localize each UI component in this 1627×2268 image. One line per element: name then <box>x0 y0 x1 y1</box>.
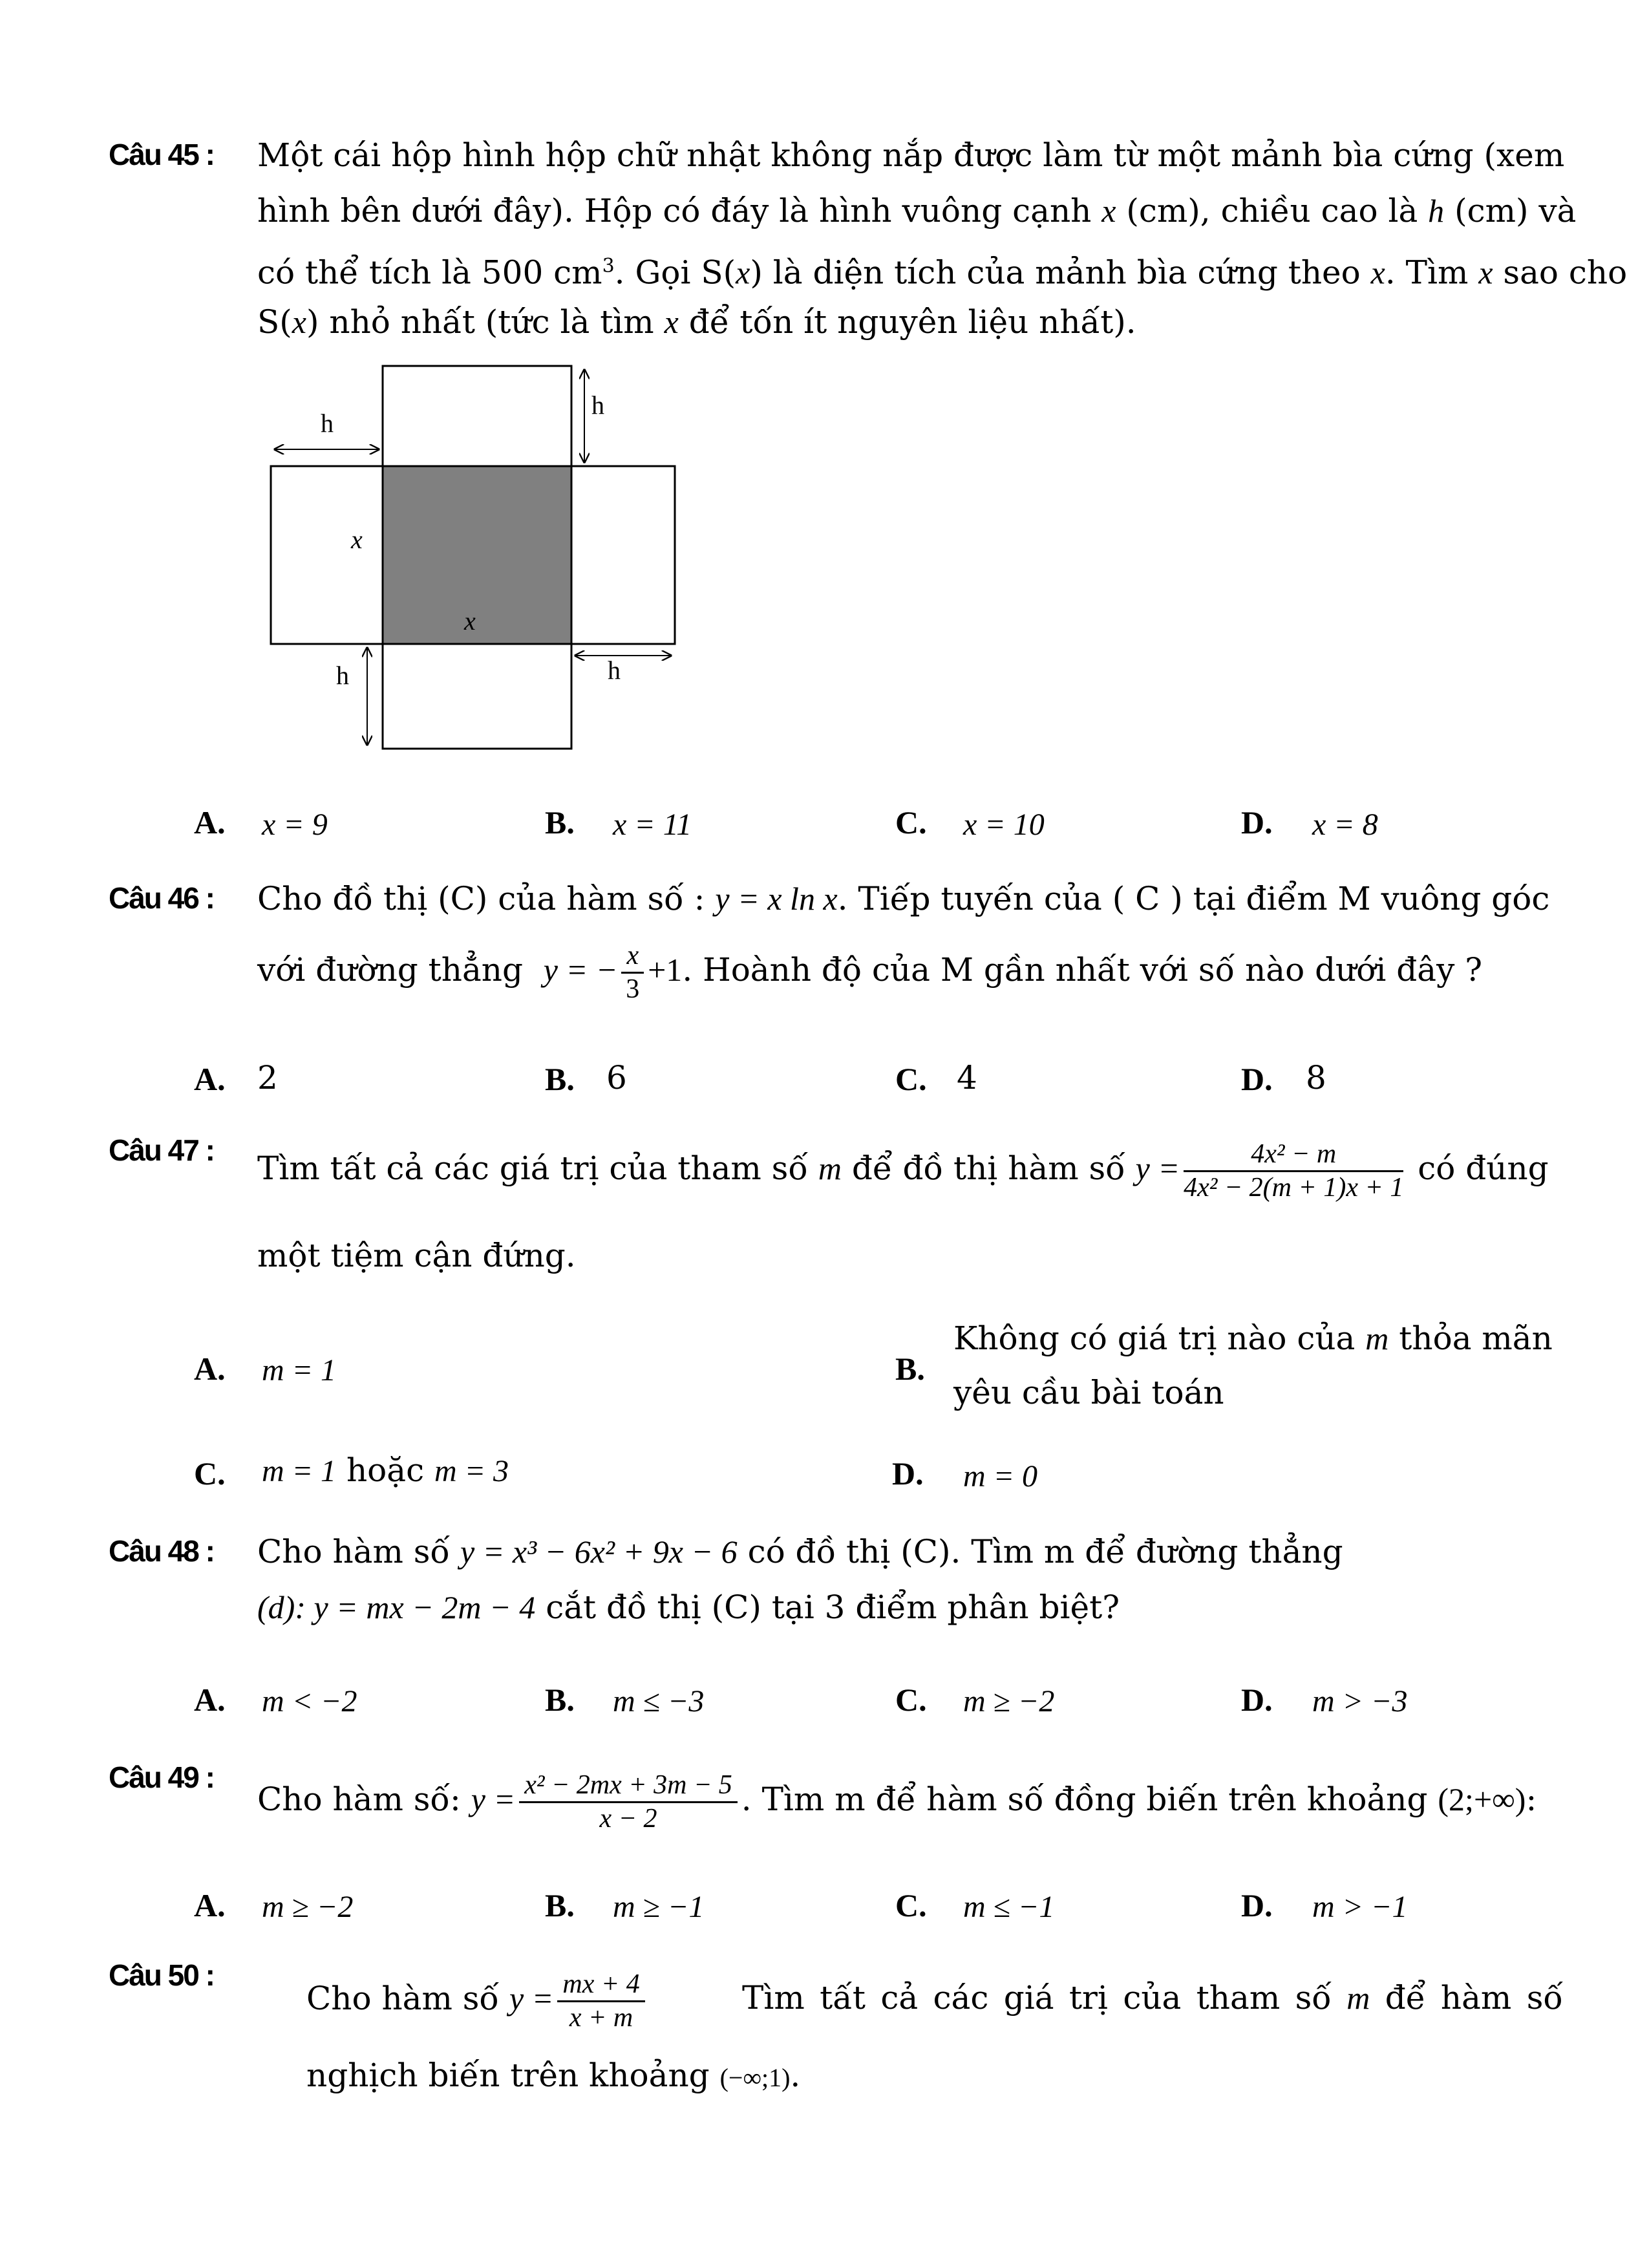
q46-option-c-value[interactable]: 4 <box>957 1059 977 1097</box>
q45-option-d-value[interactable]: x = 8 <box>1312 808 1378 842</box>
q50-fraction: $\frac{mx + 4}{x + m}$ <box>557 1969 644 2033</box>
q49-option-d-value[interactable]: m > −1 <box>1312 1890 1408 1924</box>
q47-option-d-value[interactable]: m = 0 <box>963 1459 1038 1493</box>
q49-option-a-letter: A. <box>194 1887 226 1923</box>
question-45-line-4: S(x) nhỏ nhất (tức là tìm x để tốn ít nguyên liệu nhất). <box>257 303 1136 341</box>
q48-option-b-letter: B. <box>545 1682 575 1718</box>
q49-option-c-value[interactable]: m ≤ −1 <box>963 1890 1055 1924</box>
q49-fraction: $\frac{\text{x² − 2mx + 3m − 5}}{x - 2}$ <box>519 1770 738 1834</box>
q49-option-c-letter: C. <box>895 1887 927 1923</box>
net-base-square <box>383 466 571 644</box>
question-47-label: Câu 47 : <box>109 1133 214 1167</box>
question-45-line-3: có thể tích là 500 $cm^3$. Gọi S(x) là diện tích của mảnh bìa cứng theo x. Tìm x sao cho <box>257 253 1627 292</box>
q48-option-d-value[interactable]: m > −3 <box>1312 1684 1408 1718</box>
q49-option-a-value[interactable]: m ≥ −2 <box>262 1890 354 1924</box>
figure-label-h: h <box>591 390 604 420</box>
question-48-line-1: Cho hàm số y = x³ − 6x² + 9x − 6 có đồ thị (C). Tìm m để đường thẳng <box>257 1533 1343 1570</box>
q48-option-b-value[interactable]: m ≤ −3 <box>613 1684 705 1718</box>
q48-option-c-letter: C. <box>895 1682 927 1718</box>
q46-option-d-letter: D. <box>1241 1061 1273 1097</box>
q46-option-c-letter: C. <box>895 1061 927 1097</box>
q47-option-b-value[interactable]: Không có giá trị nào của m thỏa mãn yêu cầu bài toán <box>953 1320 1553 1411</box>
net-right-flap <box>571 466 675 644</box>
question-46-line-1: Cho đồ thị (C) của hàm số : y = x ln x. Tiếp tuyến của ( C ) tại điểm M vuông góc <box>257 880 1550 917</box>
q49-option-b-value[interactable]: m ≥ −1 <box>613 1890 705 1924</box>
q49-option-b-letter: B. <box>545 1887 575 1923</box>
q48-option-c-value[interactable]: m ≥ −2 <box>963 1684 1055 1718</box>
question-47-line-1: Tìm tất cả các giá trị của tham số m để đồ thị hàm số y = $\frac{\text{4x² − m}}{\text{4x² − 2(m + 1)x + 1}}$ có đúng <box>257 1139 1549 1203</box>
q45-option-a-letter: A. <box>194 804 226 840</box>
q47-option-c-value[interactable]: m = 1 hoặc m = 3 <box>262 1451 509 1489</box>
question-45-line-2: hình bên dưới đây). Hộp có đáy là hình vuông cạnh x (cm), chiều cao là h (cm) và <box>257 192 1577 230</box>
q47-option-b-letter: B. <box>895 1351 925 1387</box>
question-48-label: Câu 48 : <box>109 1534 214 1568</box>
q48-option-a-value[interactable]: m < −2 <box>262 1684 357 1718</box>
q46-option-a-letter: A. <box>194 1061 226 1097</box>
question-50-line-1-left: Cho hàm số y = $\frac{mx + 4}{x + m}$ <box>306 1963 649 2034</box>
net-left-flap <box>271 466 383 644</box>
q45-option-c-value[interactable]: x = 10 <box>963 808 1045 842</box>
net-top-flap <box>383 366 571 466</box>
question-47-line-2: một tiệm cận đứng. <box>257 1237 576 1274</box>
q45-option-b-letter: B. <box>545 804 575 840</box>
question-45-line-1: Một cái hộp hình hộp chữ nhật không nắp được làm từ một mảnh bìa cứng (xem <box>257 136 1565 174</box>
box-net-figure <box>259 349 698 763</box>
figure-label-h: h <box>608 656 621 685</box>
q47-option-a-value[interactable]: m = 1 <box>262 1353 337 1387</box>
figure-label-h: h <box>336 661 349 690</box>
figure-label-x: x <box>351 525 363 554</box>
figure-label-h: h <box>321 409 334 438</box>
question-49-label: Câu 49 : <box>109 1760 214 1794</box>
q45-option-d-letter: D. <box>1241 804 1273 840</box>
q46-option-b-value[interactable]: 6 <box>606 1059 627 1097</box>
q45-option-a-value[interactable]: x = 9 <box>262 808 328 842</box>
net-bottom-flap <box>383 644 571 749</box>
question-48-line-2: (d): y = mx − 2m − 4 cắt đồ thị (C) tại 3 điểm phân biệt? <box>257 1589 1120 1626</box>
question-50-label: Câu 50 : <box>109 1958 214 1992</box>
question-45-label: Câu 45 : <box>109 138 214 171</box>
q45-option-b-value[interactable]: x = 11 <box>613 808 692 842</box>
q49-option-d-letter: D. <box>1241 1887 1273 1923</box>
question-50-line-1-right: Tìm tất cả các giá trị của tham số m để hàm số <box>742 1979 1563 2017</box>
q46-option-a-value[interactable]: 2 <box>257 1059 278 1097</box>
q45-option-c-letter: C. <box>895 804 927 840</box>
q48-option-d-letter: D. <box>1241 1682 1273 1718</box>
question-50-line-2: nghịch biến trên khoảng (−∞;1). <box>306 2057 801 2094</box>
q46-option-d-value[interactable]: 8 <box>1306 1059 1326 1097</box>
figure-label-x: x <box>464 606 476 636</box>
q47-option-a-letter: A. <box>194 1351 226 1387</box>
question-46-line-2: với đường thẳng y = − $\frac{x}{3}$ +1. Hoành độ của M gần nhất với số nào dưới đây ? <box>257 941 1483 1004</box>
q46-option-b-letter: B. <box>545 1061 575 1097</box>
question-46-label: Câu 46 : <box>109 881 214 915</box>
question-49-line-1: Cho hàm số: y = $\frac{\text{x² − 2mx + 3m − 5}}{x - 2}$ . Tìm m để hàm số đồng biến trên khoảng (2;+∞): <box>257 1770 1537 1834</box>
line-slope-fraction: $\frac{x}{3}$ <box>621 940 644 1005</box>
q47-option-d-letter: D. <box>892 1455 924 1492</box>
q48-option-a-letter: A. <box>194 1682 226 1718</box>
q47-fraction: $\frac{\text{4x² − m}}{\text{4x² − 2(m + 1)x + 1}}$ <box>1184 1139 1404 1203</box>
q47-option-c-letter: C. <box>194 1455 226 1492</box>
